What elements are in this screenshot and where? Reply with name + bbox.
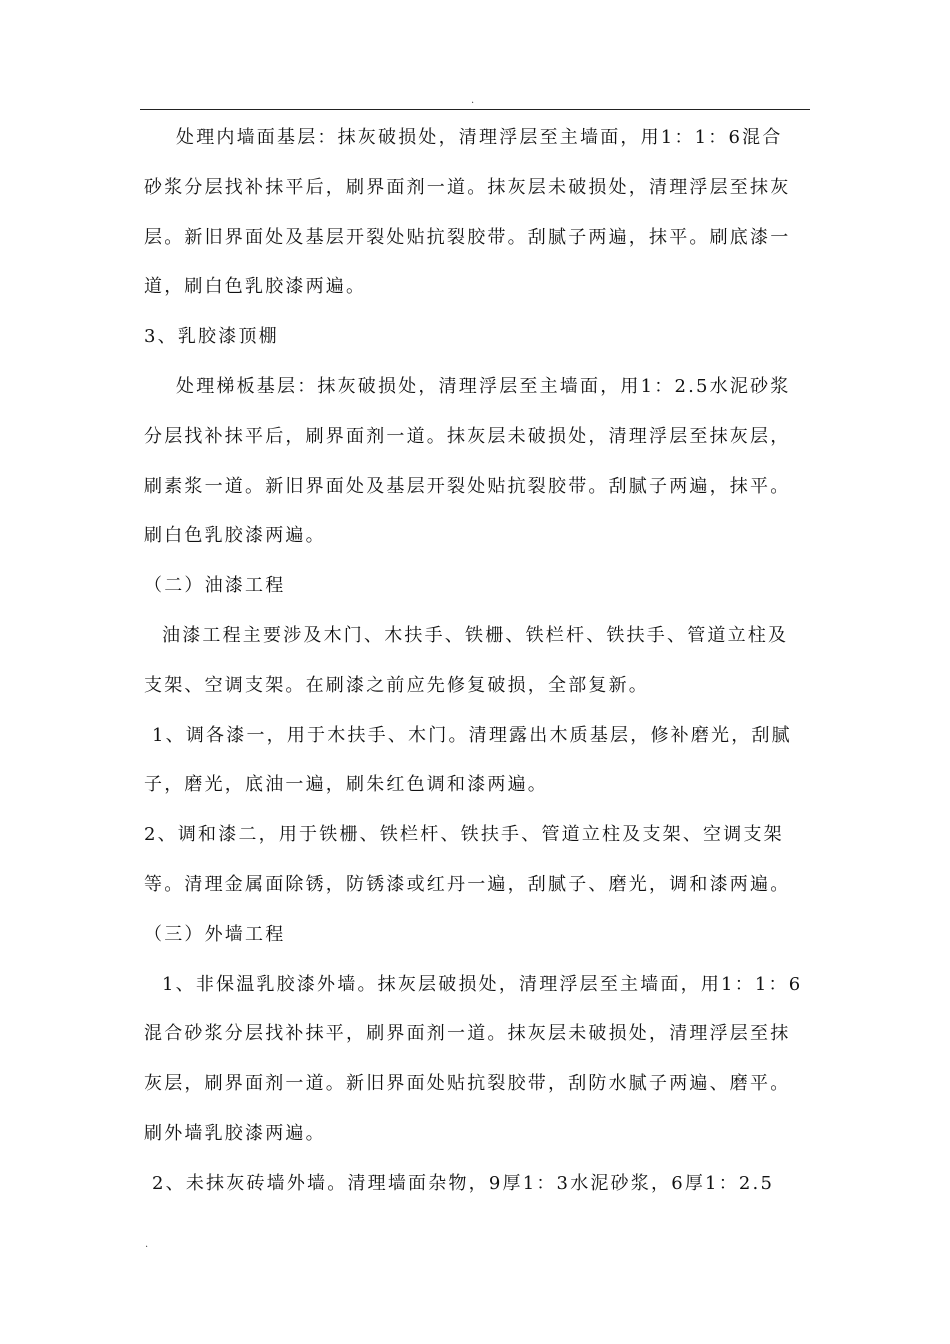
text-line: 油漆工程主要涉及木门、木扶手、铁栅、铁栏杆、铁扶手、管道立柱及 bbox=[162, 624, 789, 646]
text-line: 道，刷白色乳胶漆两遍。 bbox=[144, 276, 367, 298]
header-mark: . bbox=[471, 95, 475, 106]
text-line: 2、调和漆二，用于铁栅、铁栏杆、铁扶手、管道立柱及支架、空调支架 bbox=[144, 824, 784, 846]
header-rule bbox=[140, 109, 810, 110]
text-line: 等。清理金属面除锈，防锈漆或红丹一遍，刮腻子、磨光，调和漆两遍。 bbox=[144, 873, 791, 895]
text-line: 刷白色乳胶漆两遍。 bbox=[144, 525, 326, 547]
text-line: 刷外墙乳胶漆两遍。 bbox=[144, 1122, 326, 1144]
text-line: 子，磨光，底油一遍，刷朱红色调和漆两遍。 bbox=[144, 774, 548, 796]
text-line: 处理内墙面基层：抹灰破损处，清理浮层至主墙面，用1：1：6混合 bbox=[176, 127, 783, 148]
text-line: （二）油漆工程 bbox=[144, 575, 286, 597]
text-line: （三）外墙工程 bbox=[144, 923, 286, 945]
document-body bbox=[140, 117, 810, 1213]
text-line: 层。新旧界面处及基层开裂处贴抗裂胶带。刮腻子两遍，抹平。刷底漆一 bbox=[144, 226, 791, 248]
text-line: 1、调各漆一，用于木扶手、木门。清理露出木质基层，修补磨光，刮腻 bbox=[152, 724, 792, 746]
text-line: 1、非保温乳胶漆外墙。抹灰层破损处，清理浮层至主墙面，用1：1：6 bbox=[162, 973, 803, 995]
text-line: 灰层，刷界面剂一道。新旧界面处贴抗裂胶带，刮防水腻子两遍、磨平。 bbox=[144, 1073, 791, 1095]
text-line: 混合砂浆分层找补抹平，刷界面剂一道。抹灰层未破损处，清理浮层至抹 bbox=[144, 1023, 791, 1045]
text-line: 分层找补抹平后，刷界面剂一道。抹灰层未破损处，清理浮层至抹灰层， bbox=[144, 425, 791, 447]
text-line: 2、未抹灰砖墙外墙。清理墙面杂物，9厚1：3水泥砂浆，6厚1：2.5 bbox=[152, 1172, 775, 1194]
text-line: 支架、空调支架。在刷漆之前应先修复破损，全部复新。 bbox=[144, 674, 649, 696]
footer-mark: . bbox=[145, 1239, 149, 1250]
text-line: 处理梯板基层：抹灰破损处，清理浮层至主墙面，用1：2.5水泥砂浆 bbox=[176, 375, 791, 397]
text-line: 砂浆分层找补抹平后，刷界面剂一道。抹灰层未破损处，清理浮层至抹灰 bbox=[144, 176, 791, 198]
text-line: 刷素浆一道。新旧界面处及基层开裂处贴抗裂胶带。刮腻子两遍，抹平。 bbox=[144, 475, 791, 497]
text-line: 3、乳胶漆顶棚 bbox=[144, 326, 279, 348]
